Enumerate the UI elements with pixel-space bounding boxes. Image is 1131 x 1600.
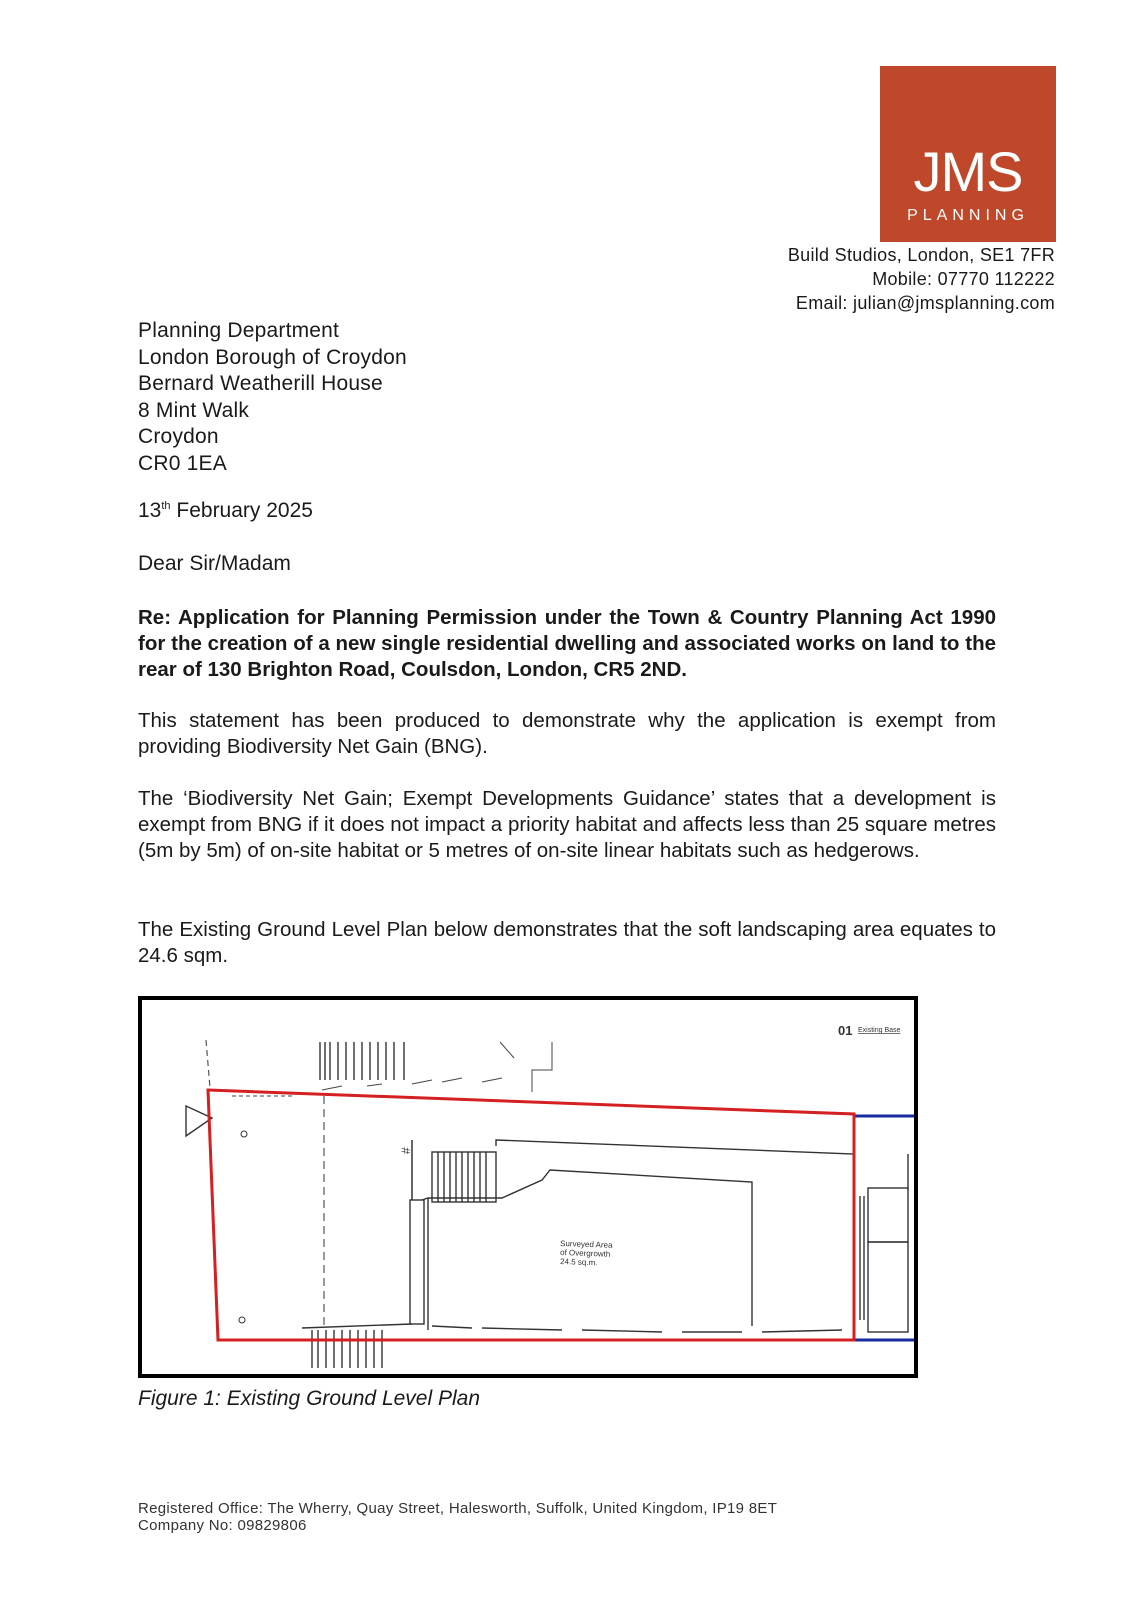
- site-boundary: [208, 1090, 854, 1340]
- building-outline: [410, 1140, 854, 1332]
- point-marker: [239, 1317, 245, 1323]
- sender-address: Build Studios, London, SE1 7FR: [787, 245, 1055, 265]
- company-logo: [880, 66, 1056, 242]
- recipient-line: Planning Department: [138, 319, 340, 342]
- area-label: [560, 1239, 613, 1267]
- fence-symbol: #: [399, 1147, 413, 1154]
- registered-office: Registered Office: The Wherry, Quay Street, Halesworth, Suffolk, United Kingdom, IP19 8ET: [138, 1500, 778, 1517]
- grid-axis-line: [206, 1040, 210, 1088]
- svg-text:of Overgrowth: of Overgrowth: [559, 1248, 611, 1259]
- subject-heading: Re: Application for Planning Permission under the Town & Country Planning Act 1990 for the creation of a new single residential dwelling and associated works on land to the rear of 130 Brighton Road, Coulsdon, London, CR5 2ND.: [138, 606, 996, 681]
- company-number: Company No: 09829806: [138, 1517, 307, 1534]
- paragraph: The Existing Ground Level Plan below demonstrates that the soft landscaping area equates to 24.6 sqm.: [138, 918, 996, 967]
- bottom-steps: [302, 1324, 412, 1368]
- adjacent-boundary: [854, 1116, 914, 1340]
- svg-text:Surveyed Area: Surveyed Area: [559, 1239, 613, 1250]
- page-footer: [138, 1500, 777, 1534]
- stair-treads: [432, 1152, 496, 1202]
- top-steps: [320, 1042, 404, 1080]
- svg-text:24.5 sq.m.: 24.5 sq.m.: [559, 1257, 598, 1268]
- figure-caption: Figure 1: Existing Ground Level Plan: [138, 1387, 481, 1410]
- letter-date: 13th February 2025: [138, 499, 313, 522]
- sender-details: [788, 243, 1055, 315]
- recipient-line: 8 Mint Walk: [138, 398, 250, 422]
- site-plan-drawing: [142, 1000, 914, 1374]
- recipient-address: [138, 318, 407, 477]
- ground-level-plan-figure: [138, 996, 918, 1378]
- top-wall-lines: [232, 1042, 552, 1096]
- salutation: Dear Sir/Madam: [138, 552, 291, 575]
- point-marker: [241, 1131, 247, 1137]
- paragraph: The ‘Biodiversity Net Gain; Exempt Developments Guidance’ states that a development is exempt from BNG if it does not impact a priority habitat and affects less than 25 square metres (5m by 5m) of on-site habitat or 5 metres of on-site linear habitats such as hedgerows.: [138, 787, 996, 862]
- recipient-line: Croydon: [138, 425, 219, 448]
- logo-mark: JMS: [913, 140, 1023, 203]
- paragraph: This statement has been produced to demonstrate why the application is exempt from providing Biodiversity Net Gain (BNG).: [138, 709, 996, 758]
- drawing-title: Existing Base: [858, 1027, 901, 1034]
- logo-subtitle: PLANNING: [907, 207, 1029, 224]
- sender-mobile: Mobile: 07770 112222: [872, 269, 1055, 289]
- recipient-line: London Borough of Croydon: [138, 345, 407, 369]
- recipient-line: Bernard Weatherill House: [138, 372, 383, 395]
- sender-email[interactable]: Email: julian@jmsplanning.com: [795, 293, 1055, 313]
- recipient-line: CR0 1EA: [138, 451, 227, 475]
- adjacent-structure: [860, 1154, 908, 1332]
- drawing-number: 01: [838, 1023, 853, 1038]
